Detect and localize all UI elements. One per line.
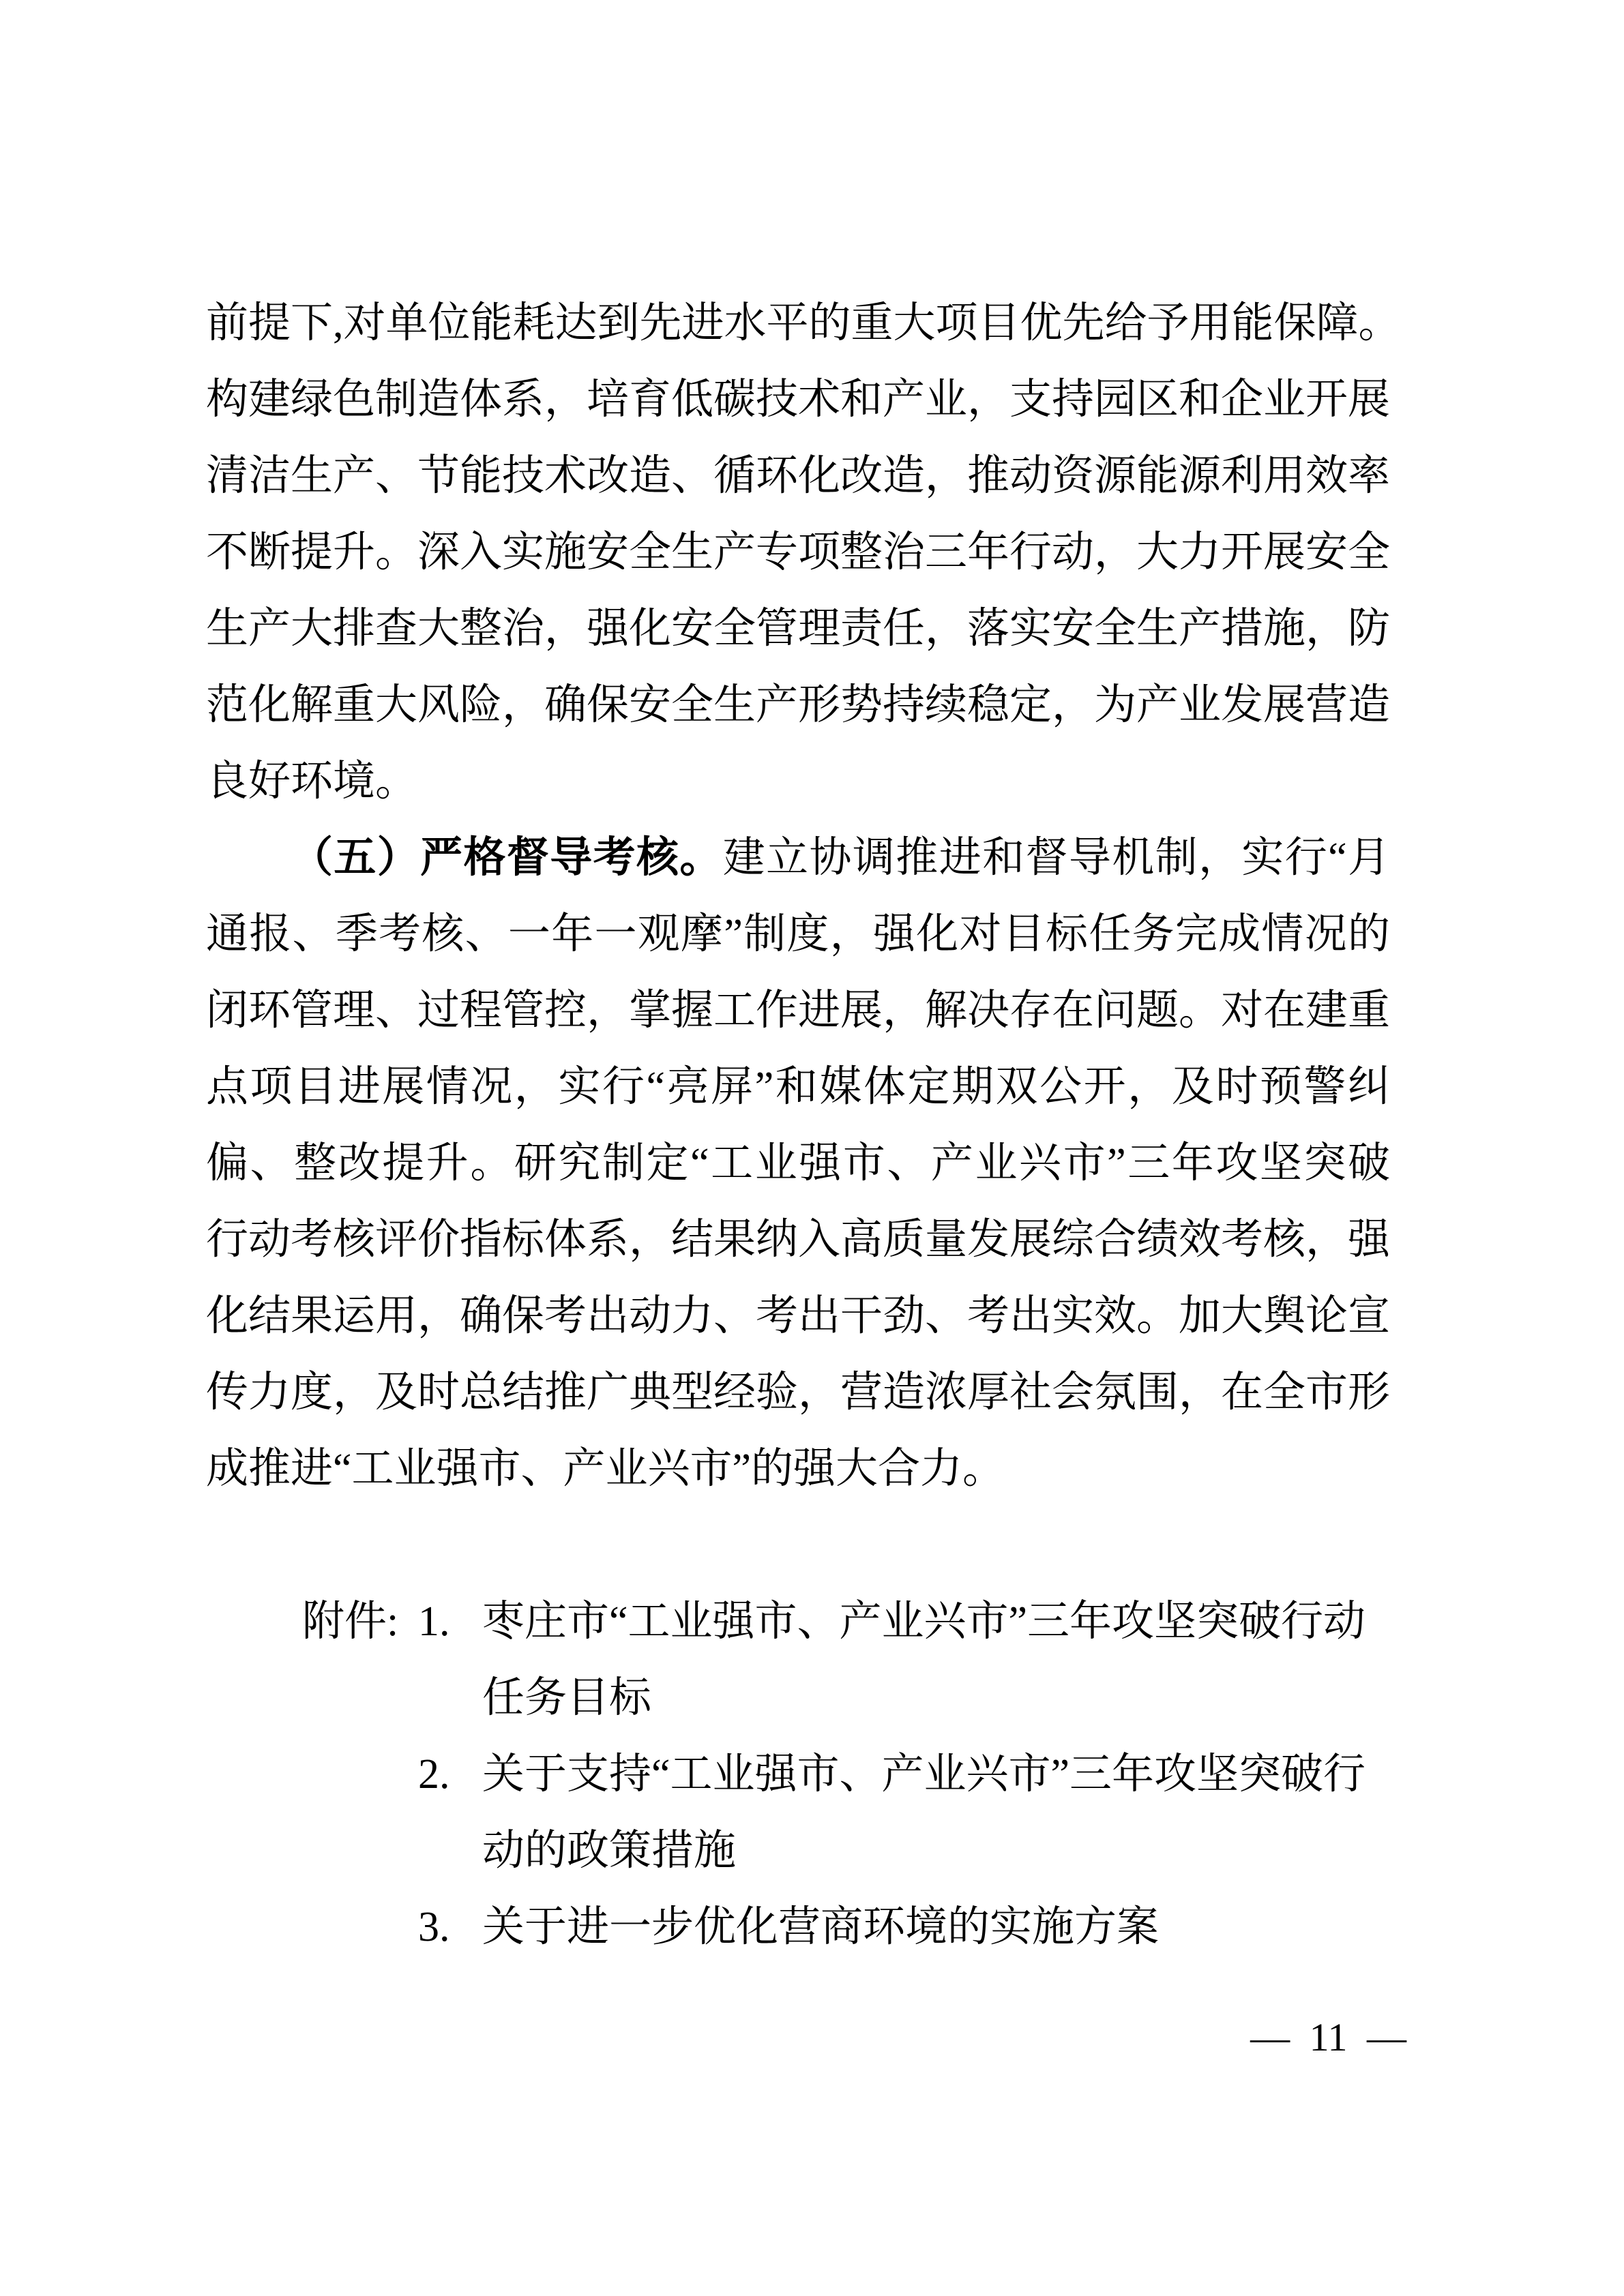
attachment-label	[302, 1813, 418, 1889]
body-line: 成推进“工业强市、产业兴市”的强大合力。	[206, 1446, 1005, 1492]
body-line: 行动考核评价指标体系，结果纳入高质量发展综合绩效考核，强	[206, 1217, 1391, 1263]
attachment-line	[206, 1583, 1390, 1660]
section-heading: （五）严格督导考核。	[291, 835, 723, 881]
body-line-with-heading	[206, 820, 1390, 896]
paragraph-continued	[206, 285, 1401, 820]
attachment-list	[206, 1583, 1390, 1965]
attachment-title: 枣庄市“工业强市、产业兴市”三年攻坚突破行动	[482, 1598, 1366, 1645]
body-line: 不断提升。深入实施安全生产专项整治三年行动，大力开展安全	[206, 529, 1391, 576]
body-line: 前提下,对单位能耗达到先进水平的重大项目优先给予用能保障。	[206, 300, 1401, 346]
body-line: 闭环管理、过程管控，掌握工作进展，解决存在问题。对在建重	[206, 987, 1391, 1034]
section-text-start: 建立协调推进和督导机制，实行“月	[722, 835, 1390, 881]
attachment-number: 1.	[418, 1598, 450, 1645]
attachment-line	[206, 1736, 1390, 1813]
body-line: 偏、整改提升。研究制定“工业强市、产业兴市”三年攻坚突破	[206, 1140, 1390, 1187]
body-line: 化结果运用，确保考出动力、考出干劲、考出实效。加大舆论宣	[206, 1293, 1391, 1339]
attachment-number: 2.	[418, 1751, 450, 1798]
body-line: 范化解重大风险，确保安全生产形势持续稳定，为产业发展营造	[206, 682, 1391, 728]
attachment-label: 附件:	[302, 1598, 399, 1645]
attachment-number: 3.	[418, 1904, 450, 1950]
body-line: 点项目进展情况，实行“亮屏”和媒体定期双公开，及时预警纠	[206, 1064, 1390, 1110]
attachment-label	[302, 1889, 418, 1965]
attachment-number	[418, 1813, 482, 1889]
body-line: 通报、季考核、一年一观摩”制度，强化对目标任务完成情况的	[206, 911, 1390, 957]
attachment-line	[206, 1813, 1390, 1889]
attachment-label	[302, 1660, 418, 1736]
page-number: — 11 —	[1250, 2015, 1406, 2059]
body-line: 良好环境。	[206, 758, 418, 805]
attachment-title: 关于进一步优化营商环境的实施方案	[482, 1904, 1160, 1950]
paragraph-section-5	[206, 820, 1390, 1507]
attachment-label	[302, 1736, 418, 1813]
attachment-line	[206, 1889, 1390, 1965]
attachment-title: 动的政策措施	[482, 1828, 737, 1874]
body-line: 传力度，及时总结推广典型经验，营造浓厚社会氛围，在全市形	[206, 1369, 1391, 1416]
body-line: 清洁生产、节能技术改造、循环化改造，推动资源能源利用效率	[206, 453, 1391, 499]
attachment-number	[418, 1660, 482, 1736]
attachment-title: 任务目标	[482, 1675, 652, 1721]
attachment-title: 关于支持“工业强市、产业兴市”三年攻坚突破行	[482, 1751, 1366, 1798]
body-line: 构建绿色制造体系，培育低碳技术和产业，支持园区和企业开展	[206, 376, 1391, 423]
document-body	[206, 285, 1401, 1965]
body-line: 生产大排查大整治，强化安全管理责任，落实安全生产措施，防	[206, 606, 1391, 652]
attachment-line	[206, 1660, 1390, 1736]
